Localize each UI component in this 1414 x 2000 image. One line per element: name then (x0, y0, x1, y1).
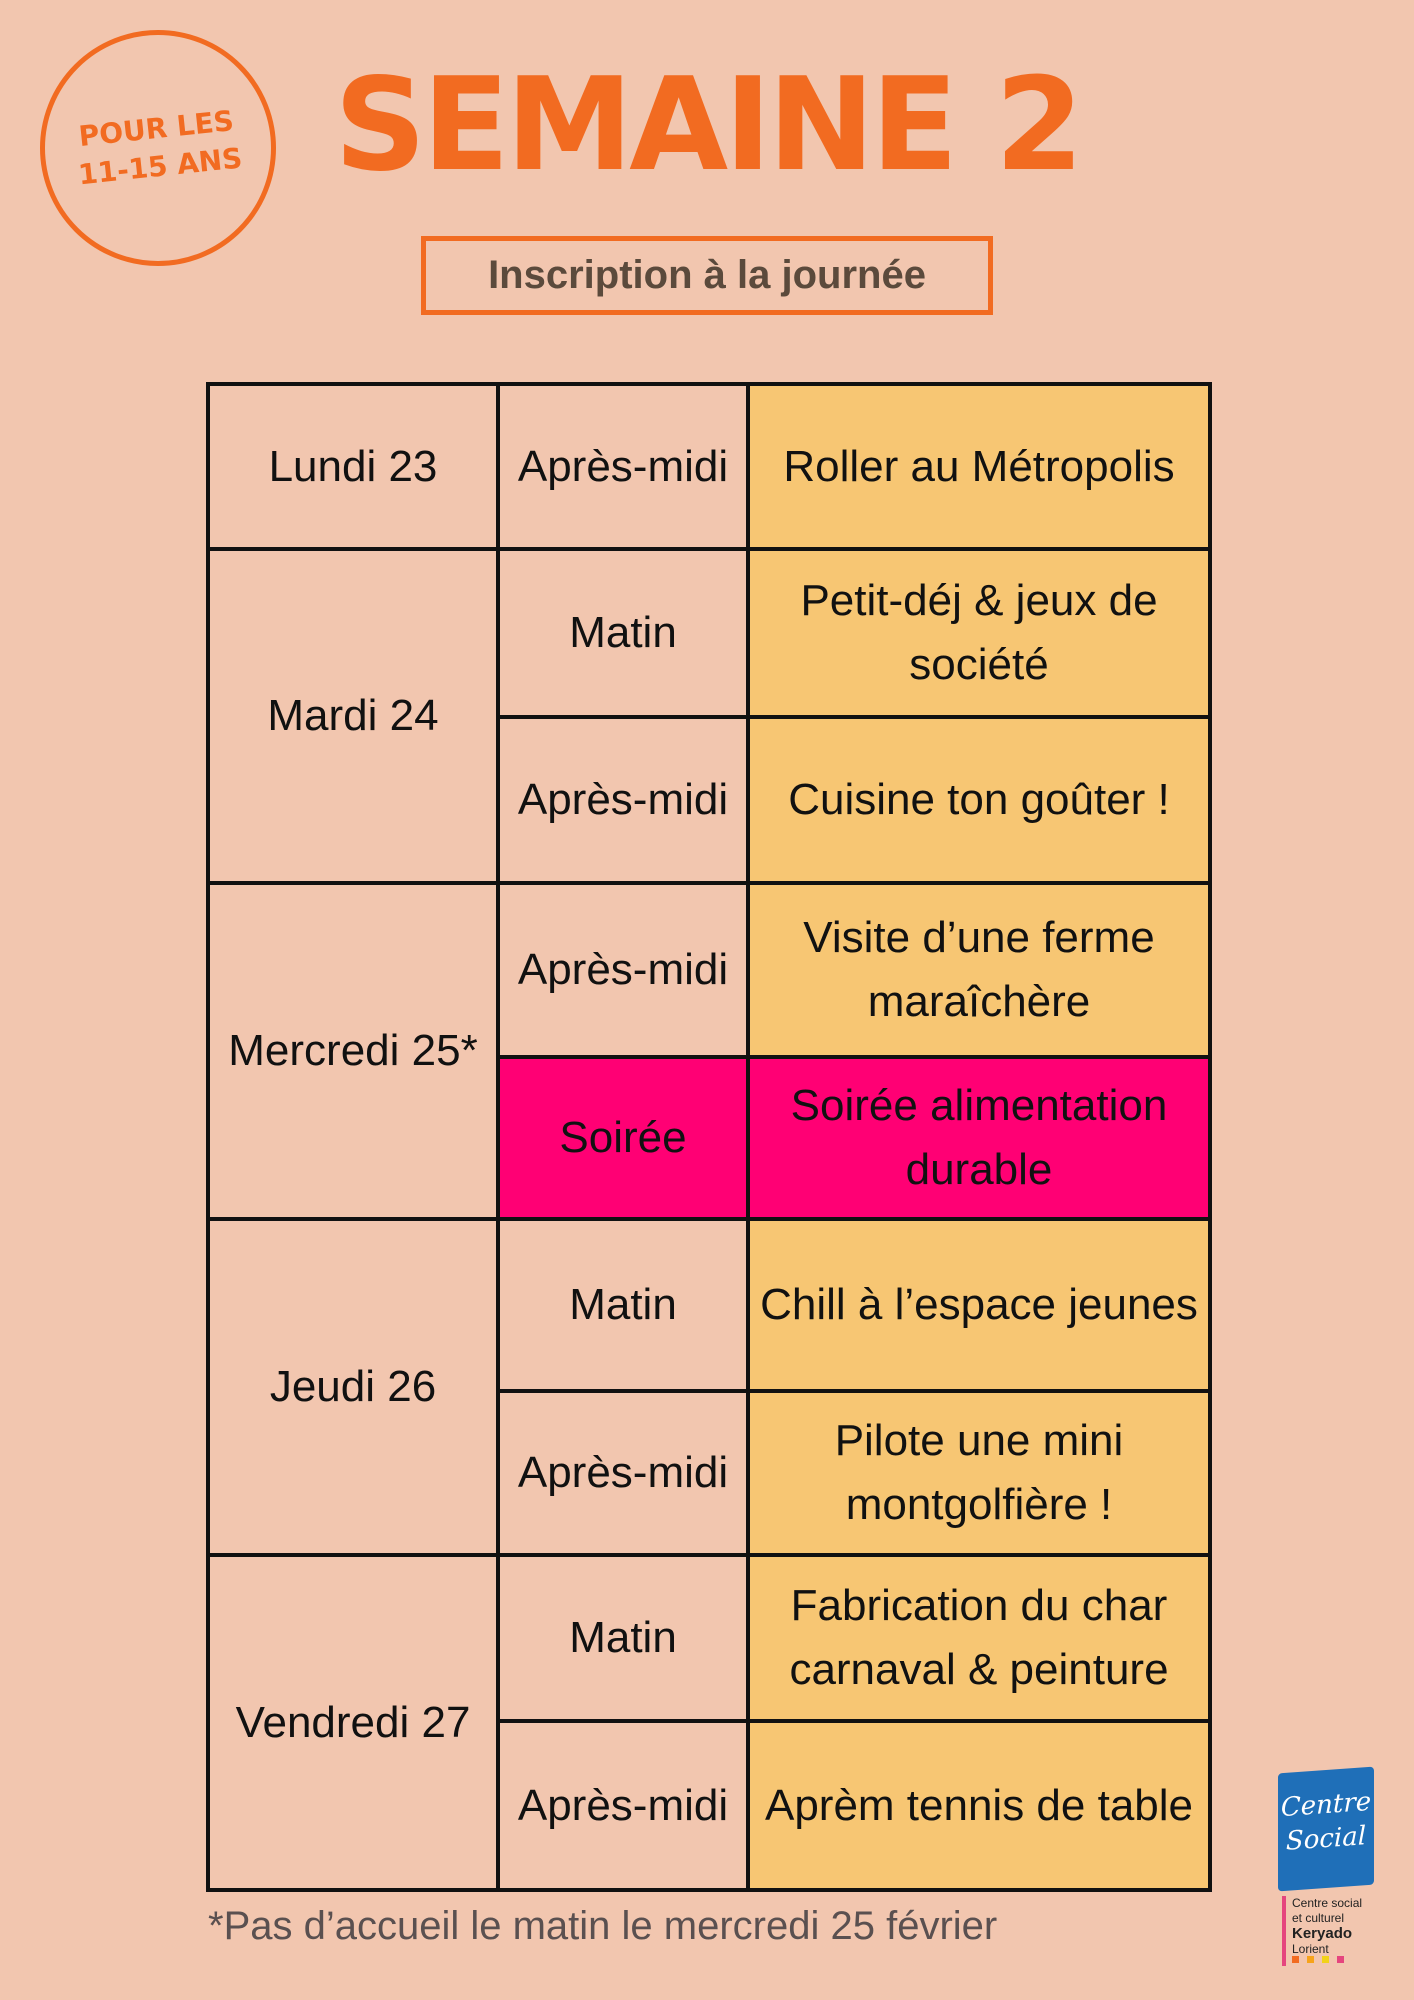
table-row (208, 1219, 1210, 1391)
period-cell: Après-midi (498, 1391, 748, 1555)
age-badge-text: POUR LES 11-15 ANS (76, 104, 244, 192)
table-row (208, 549, 1210, 717)
table-row (208, 1555, 1210, 1721)
subtitle: Inscription à la journée (488, 253, 926, 297)
day-cell: Mardi 24 (208, 549, 498, 883)
table-row (208, 883, 1210, 1057)
activity-cell: Soirée alimentation durable (748, 1057, 1210, 1219)
logo-dot (1337, 1956, 1344, 1963)
activity-cell: Pilote une mini montgolfière ! (748, 1391, 1210, 1555)
period-cell: Après-midi (498, 1721, 748, 1890)
period-cell: Après-midi (498, 883, 748, 1057)
logo-dots (1292, 1956, 1344, 1963)
activity-cell: Aprèm tennis de table (748, 1721, 1210, 1890)
centre-social-logo (1268, 1770, 1388, 1970)
logo-caption: Centre social et culturel Keryado Lorient (1292, 1896, 1363, 1956)
table-row (208, 384, 1210, 549)
subtitle-box (421, 236, 993, 315)
schedule-table (206, 382, 1212, 1892)
period-cell: Après-midi (498, 717, 748, 883)
page-title: SEMAINE 2 (334, 51, 1080, 200)
footnote: *Pas d’accueil le matin le mercredi 25 février (208, 1904, 998, 1948)
activity-cell: Petit-déj & jeux de société (748, 549, 1210, 717)
period-cell: Matin (498, 1219, 748, 1391)
activity-cell: Fabrication du char carnaval & peinture (748, 1555, 1210, 1721)
activity-cell: Roller au Métropolis (748, 384, 1210, 549)
activity-cell: Cuisine ton goûter ! (748, 717, 1210, 883)
logo-dot (1322, 1956, 1329, 1963)
day-cell: Mercredi 25* (208, 883, 498, 1219)
activity-cell: Visite d’une ferme maraîchère (748, 883, 1210, 1057)
period-cell: Après-midi (498, 384, 748, 549)
period-cell: Soirée (498, 1057, 748, 1219)
day-cell: Jeudi 26 (208, 1219, 498, 1555)
day-cell: Vendredi 27 (208, 1555, 498, 1890)
logo-bar (1282, 1896, 1286, 1966)
logo-dot (1307, 1956, 1314, 1963)
logo-card: Centre Social (1278, 1767, 1374, 1892)
period-cell: Matin (498, 549, 748, 717)
logo-dot (1292, 1956, 1299, 1963)
activity-cell: Chill à l’espace jeunes (748, 1219, 1210, 1391)
period-cell: Matin (498, 1555, 748, 1721)
day-cell: Lundi 23 (208, 384, 498, 549)
